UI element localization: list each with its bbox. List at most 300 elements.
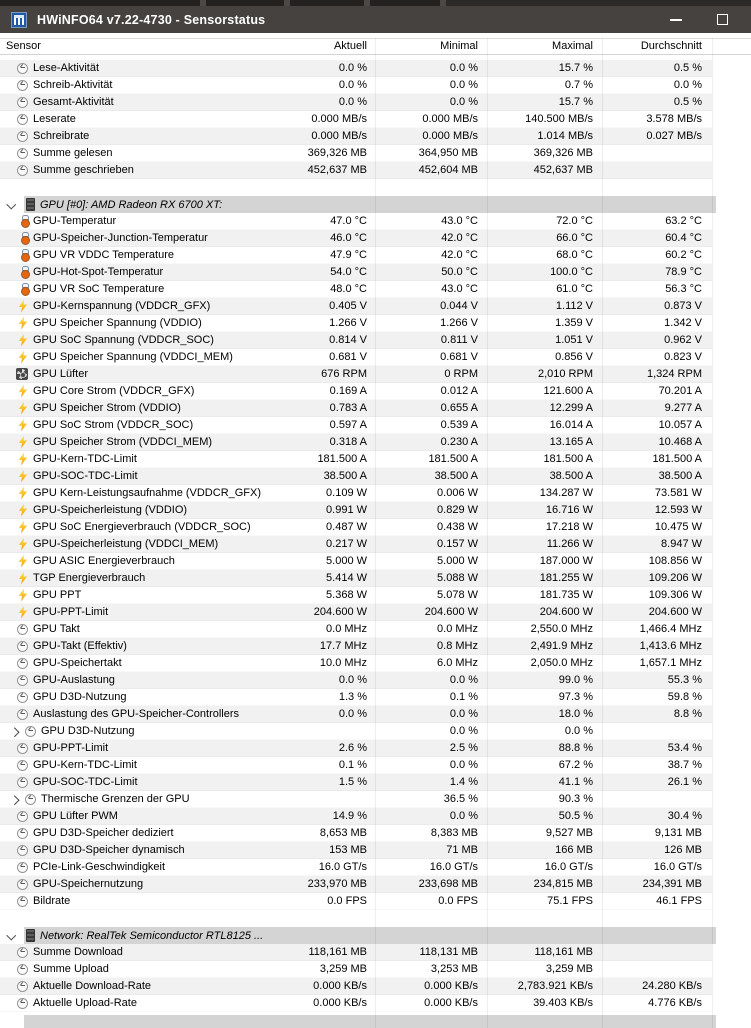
sensor-row[interactable] [0, 400, 712, 417]
value-aktuell: 0.681 V [329, 351, 367, 363]
value-maximal: 121.600 A [543, 385, 593, 397]
value-minimal: 233,698 MB [418, 878, 478, 890]
chevron-down-icon[interactable] [7, 931, 16, 940]
value-minimal: 50.0 °C [441, 266, 478, 278]
value-aktuell: 0.169 A [329, 385, 367, 397]
sensor-row[interactable] [0, 264, 712, 281]
clock-icon [17, 845, 28, 856]
sensor-row[interactable] [0, 298, 712, 315]
sensor-label: Auslastung des GPU-Speicher-Controllers [33, 708, 240, 720]
sensor-row[interactable] [0, 774, 712, 791]
value-durchschnitt: 0.823 V [664, 351, 702, 363]
value-maximal: 61.0 °C [556, 283, 593, 295]
value-maximal: 187.000 W [539, 555, 593, 567]
value-durchschnitt: 126 MB [664, 844, 702, 856]
sensor-row[interactable] [0, 281, 712, 298]
value-aktuell: 17.7 MHz [319, 640, 367, 652]
value-minimal: 16.0 GT/s [429, 861, 478, 873]
sensor-row[interactable] [0, 706, 712, 723]
value-aktuell: 233,970 MB [307, 878, 367, 890]
clock-icon [17, 641, 28, 652]
value-aktuell [255, 723, 375, 739]
value-durchschnitt: 109.306 W [648, 589, 702, 601]
value-aktuell: 5.368 W [326, 589, 367, 601]
value-maximal: 15.7 % [558, 96, 593, 108]
sensor-row[interactable] [0, 434, 712, 451]
clock-icon [25, 726, 36, 737]
value-minimal: 0.000 MB/s [422, 130, 478, 142]
clock-icon [17, 148, 28, 159]
thermometer-icon [20, 283, 28, 295]
sensor-label: Aktuelle Upload-Rate [33, 997, 137, 1009]
value-durchschnitt: 63.2 °C [665, 215, 702, 227]
value-maximal: 41.1 % [558, 776, 593, 788]
value-durchschnitt: 8.8 % [673, 708, 702, 720]
sensor-label: Summe geschrieben [33, 164, 134, 176]
value-minimal: 0.811 V [440, 334, 478, 346]
value-durchschnitt: 1,324 RPM [646, 368, 702, 380]
clock-icon [17, 896, 28, 907]
sensor-label: Summe Upload [33, 963, 109, 975]
value-durchschnitt: 59.8 % [667, 691, 702, 703]
lightning-icon [18, 538, 28, 551]
lightning-icon [18, 300, 28, 313]
value-minimal: 0.539 A [440, 419, 478, 431]
value-maximal: 0.856 V [555, 351, 593, 363]
value-aktuell: 0.000 MB/s [311, 130, 367, 142]
sensor-label: GPU-Auslastung [33, 674, 115, 686]
sensor-label: Summe gelesen [33, 147, 113, 159]
value-minimal: 0.000 MB/s [422, 113, 478, 125]
value-aktuell: 0.000 KB/s [313, 997, 367, 1009]
value-aktuell: 47.9 °C [330, 249, 367, 261]
column-header-sensor[interactable]: Sensor [6, 40, 41, 52]
value-maximal: 16.0 GT/s [544, 861, 593, 873]
value-minimal: 0.438 W [437, 521, 478, 533]
value-minimal: 42.0 °C [441, 232, 478, 244]
sensor-row[interactable] [0, 893, 712, 910]
blank-row [0, 910, 712, 927]
sensor-row[interactable] [0, 247, 712, 264]
value-aktuell: 0.000 MB/s [311, 113, 367, 125]
clock-icon [17, 743, 28, 754]
sensor-label: GPU PPT [33, 589, 82, 601]
sensor-row[interactable] [0, 536, 712, 553]
sensor-label: GPU-Kern-TDC-Limit [33, 453, 137, 465]
value-minimal: 0.0 MHz [437, 623, 478, 635]
sensor-row[interactable] [0, 230, 712, 247]
value-minimal: 42.0 °C [441, 249, 478, 261]
value-minimal: 181.500 A [428, 453, 478, 465]
sensor-row[interactable] [0, 995, 712, 1012]
value-maximal: 12.299 A [549, 402, 593, 414]
clock-icon [17, 624, 28, 635]
value-durchschnitt: 109.206 W [648, 572, 702, 584]
value-durchschnitt: 26.1 % [667, 776, 702, 788]
value-maximal: 1.014 MB/s [537, 130, 593, 142]
value-durchschnitt: 78.9 °C [665, 266, 702, 278]
sensor-row[interactable] [0, 383, 712, 400]
lightning-icon [18, 470, 28, 483]
value-durchschnitt: 12.593 W [654, 504, 702, 516]
value-durchschnitt: 53.4 % [667, 742, 702, 754]
value-minimal: 0.0 % [449, 708, 478, 720]
sensor-row[interactable] [0, 485, 712, 502]
sensor-row[interactable] [0, 655, 712, 672]
value-maximal: 369,326 MB [533, 147, 593, 159]
column-header-aktuell[interactable]: Aktuell [333, 40, 367, 52]
sensor-row[interactable] [0, 621, 712, 638]
value-aktuell: 48.0 °C [330, 283, 367, 295]
value-aktuell: 5.414 W [326, 572, 367, 584]
sensor-row[interactable] [0, 689, 712, 706]
value-durchschnitt: 0.027 MB/s [646, 130, 702, 142]
clock-icon [17, 760, 28, 771]
clock-icon [17, 964, 28, 975]
value-minimal: 0.0 % [449, 810, 478, 822]
value-minimal: 452,604 MB [418, 164, 478, 176]
sensor-label: Aktuelle Download-Rate [33, 980, 152, 992]
value-aktuell: 0.0 % [338, 674, 367, 686]
maximize-button[interactable] [699, 6, 745, 33]
sensor-label: Schreibrate [33, 130, 90, 142]
value-minimal: 5.000 W [437, 555, 478, 567]
sensor-row[interactable] [0, 468, 712, 485]
value-minimal: 204.600 W [424, 606, 478, 618]
sensor-row[interactable] [0, 366, 712, 383]
value-maximal: 181.500 A [543, 453, 593, 465]
value-minimal: 0.655 A [440, 402, 478, 414]
value-minimal: 38.500 A [434, 470, 478, 482]
sensor-row[interactable] [0, 757, 712, 774]
chip-icon [26, 929, 35, 942]
value-durchschnitt: 55.3 % [667, 674, 702, 686]
value-durchschnitt: 38.7 % [667, 759, 702, 771]
sensor-row[interactable] [0, 587, 712, 604]
value-maximal: 97.3 % [558, 691, 593, 703]
value-durchschnitt: 4.776 KB/s [648, 997, 702, 1009]
sensor-label: TGP Energieverbrauch [33, 572, 146, 584]
value-durchschnitt: 1,466.4 MHz [639, 623, 702, 635]
value-maximal: 134.287 W [539, 487, 593, 499]
clock-icon [17, 63, 28, 74]
value-maximal: 166 MB [555, 844, 593, 856]
value-maximal: 0.0 % [564, 725, 593, 737]
sensor-row[interactable] [0, 638, 712, 655]
lightning-icon [18, 334, 28, 347]
sensor-row[interactable] [0, 162, 712, 179]
value-minimal: 3,253 MB [430, 963, 478, 975]
value-maximal: 1.051 V [555, 334, 593, 346]
value-minimal: 71 MB [446, 844, 478, 856]
value-maximal: 1.359 V [555, 317, 593, 329]
clock-icon [17, 811, 28, 822]
sensor-row[interactable] [0, 859, 712, 876]
value-minimal: 0 RPM [444, 368, 478, 380]
value-aktuell: 8,653 MB [319, 827, 367, 839]
sensor-label: Leserate [33, 113, 76, 125]
sensor-row[interactable] [0, 672, 712, 689]
sensor-row[interactable] [0, 60, 712, 77]
sensor-row[interactable] [0, 94, 712, 111]
sensor-label: GPU Kern-Leistungsaufnahme (VDDCR_GFX) [33, 487, 262, 499]
sensor-label: Thermische Grenzen der GPU [41, 793, 190, 805]
sensor-row[interactable] [0, 417, 712, 434]
sensor-row[interactable] [0, 451, 712, 468]
sensor-label: GPU Speicher Spannung (VDDCI_MEM) [33, 351, 233, 363]
value-minimal: 0.000 KB/s [424, 997, 478, 1009]
sensor-row[interactable] [0, 961, 712, 978]
value-maximal: 13.165 A [549, 436, 593, 448]
sensor-row[interactable] [0, 145, 712, 162]
section-title: Network: RealTek Semiconductor RTL8125 ... [40, 929, 264, 942]
sensor-label: GPU D3D-Nutzung [41, 725, 135, 737]
value-aktuell: 0.487 W [326, 521, 367, 533]
value-minimal: 2.5 % [449, 742, 478, 754]
value-maximal: 18.0 % [558, 708, 593, 720]
value-minimal: 0.8 MHz [437, 640, 478, 652]
clock-icon [17, 777, 28, 788]
sensor-label: GPU Speicher Strom (VDDIO) [33, 402, 181, 414]
sensor-row[interactable] [0, 128, 712, 145]
maximize-icon [717, 14, 728, 25]
sensor-label: GPU SoC Spannung (VDDCR_SOC) [33, 334, 214, 346]
value-aktuell: 1.3 % [338, 691, 367, 703]
value-maximal: 0.7 % [564, 79, 593, 91]
value-minimal: 5.078 W [437, 589, 478, 601]
value-maximal: 2,783.921 KB/s [517, 980, 593, 992]
value-maximal: 68.0 °C [556, 249, 593, 261]
value-minimal: 0.0 % [449, 62, 478, 74]
sensor-label: GPU D3D-Speicher dediziert [33, 827, 174, 839]
sensor-row[interactable] [0, 315, 712, 332]
clock-icon [25, 794, 36, 805]
value-minimal: 0.000 KB/s [424, 980, 478, 992]
thermometer-icon [20, 249, 28, 261]
sensor-label: GPU-Speicher-Junction-Temperatur [33, 232, 208, 244]
sensor-row[interactable] [0, 553, 712, 570]
sensor-label: GPU-PPT-Limit [33, 606, 109, 618]
sensor-row[interactable] [0, 791, 712, 808]
section-header-partial[interactable] [0, 1015, 751, 1028]
value-aktuell: 0.991 W [326, 504, 367, 516]
value-minimal: 43.0 °C [441, 215, 478, 227]
column-header-minimal[interactable]: Minimal [440, 40, 478, 52]
sensor-row[interactable] [0, 332, 712, 349]
sensor-label: GPU D3D-Nutzung [33, 691, 127, 703]
sensor-label: GPU-Kernspannung (VDDCR_GFX) [33, 300, 211, 312]
value-maximal: 9,527 MB [545, 827, 593, 839]
value-maximal: 100.0 °C [550, 266, 593, 278]
value-maximal: 181.735 W [539, 589, 593, 601]
value-maximal: 72.0 °C [556, 215, 593, 227]
value-durchschnitt: 46.1 FPS [656, 895, 702, 907]
sensor-row[interactable] [0, 842, 712, 859]
sensor-row[interactable] [0, 213, 712, 230]
value-aktuell: 1.5 % [338, 776, 367, 788]
sensor-label: Gesamt-Aktivität [33, 96, 114, 108]
value-minimal: 1.266 V [440, 317, 478, 329]
titlebar [0, 6, 751, 33]
value-minimal: 0.681 V [440, 351, 478, 363]
section-band [24, 196, 716, 213]
sensor-row[interactable] [0, 825, 712, 842]
sensor-row[interactable] [0, 111, 712, 128]
value-aktuell: 0.0 % [338, 62, 367, 74]
value-durchschnitt: 9,131 MB [654, 827, 702, 839]
value-minimal: 118,131 MB [419, 946, 478, 958]
value-minimal: 0.044 V [440, 300, 478, 312]
value-maximal: 50.5 % [558, 810, 593, 822]
value-aktuell: 38.500 A [323, 470, 367, 482]
value-aktuell: 118,161 MB [308, 946, 367, 958]
value-aktuell: 46.0 °C [330, 232, 367, 244]
clock-icon [17, 981, 28, 992]
value-durchschnitt: 0.5 % [673, 96, 702, 108]
sensor-row[interactable] [0, 978, 712, 995]
thermometer-icon [20, 232, 28, 244]
value-maximal: 17.218 W [545, 521, 593, 533]
value-minimal: 0.157 W [437, 538, 478, 550]
column-header-maximal[interactable]: Maximal [552, 40, 593, 52]
lightning-icon [18, 487, 28, 500]
value-aktuell: 0.318 A [329, 436, 367, 448]
fan-icon [16, 368, 28, 380]
value-minimal: 5.088 W [437, 572, 478, 584]
value-maximal: 234,815 MB [533, 878, 593, 890]
lightning-icon [18, 436, 28, 449]
value-durchschnitt: 30.4 % [667, 810, 702, 822]
value-maximal: 16.014 A [549, 419, 593, 431]
sensor-label: GPU-PPT-Limit [33, 742, 109, 754]
value-aktuell: 14.9 % [332, 810, 367, 822]
sensor-row[interactable] [0, 944, 712, 961]
value-aktuell: 369,326 MB [307, 147, 367, 159]
value-aktuell: 10.0 MHz [319, 657, 367, 669]
thermometer-icon [20, 266, 28, 278]
value-minimal: 1.4 % [449, 776, 478, 788]
sensor-row[interactable] [0, 604, 712, 621]
value-maximal: 2,550.0 MHz [530, 623, 593, 635]
value-durchschnitt [602, 162, 712, 178]
window-title: HWiNFO64 v7.22-4730 - Sensorstatus [37, 12, 266, 27]
value-minimal: 36.5 % [443, 793, 478, 805]
value-durchschnitt: 0.5 % [673, 62, 702, 74]
value-durchschnitt: 70.201 A [658, 385, 702, 397]
lightning-icon [18, 589, 28, 602]
sensor-row[interactable] [0, 502, 712, 519]
sensor-row[interactable] [0, 740, 712, 757]
sensor-label: GPU-Speichertakt [33, 657, 122, 669]
chevron-right-icon[interactable] [10, 795, 19, 804]
value-durchschnitt [602, 944, 712, 960]
section-header-network[interactable] [0, 927, 712, 944]
clock-icon [17, 131, 28, 142]
minimize-button[interactable] [653, 6, 699, 33]
value-maximal: 66.0 °C [556, 232, 593, 244]
lightning-icon [18, 453, 28, 466]
value-minimal: 0.0 % [449, 96, 478, 108]
sensor-row[interactable] [0, 876, 712, 893]
minimize-icon [670, 19, 682, 21]
sensor-label: GPU Speicher Spannung (VDDIO) [33, 317, 202, 329]
clock-icon [17, 709, 28, 720]
sensor-label: GPU-Speicherleistung (VDDIO) [33, 504, 188, 516]
lightning-icon [18, 351, 28, 364]
value-maximal: 39.403 KB/s [533, 997, 593, 1009]
value-durchschnitt: 56.3 °C [665, 283, 702, 295]
sensor-row[interactable] [0, 808, 712, 825]
section-header-gpu[interactable] [0, 196, 712, 213]
value-durchschnitt: 10.475 W [654, 521, 702, 533]
value-minimal: 0.0 % [449, 725, 478, 737]
sensor-row[interactable] [0, 77, 712, 94]
sensor-row[interactable] [0, 723, 712, 740]
sensor-row[interactable] [0, 349, 712, 366]
value-maximal: 38.500 A [549, 470, 593, 482]
value-minimal: 0.230 A [440, 436, 478, 448]
clock-icon [17, 97, 28, 108]
value-minimal: 0.012 A [440, 385, 478, 397]
chip-icon [26, 198, 35, 211]
sensor-label: GPU VR VDDC Temperature [33, 249, 175, 261]
value-maximal: 15.7 % [558, 62, 593, 74]
value-minimal: 364,950 MB [418, 147, 478, 159]
sensor-label: Bildrate [33, 895, 71, 907]
value-durchschnitt: 10.468 A [658, 436, 702, 448]
column-header-durchschnitt[interactable]: Durchschnitt [640, 40, 702, 52]
value-minimal: 0.0 % [449, 674, 478, 686]
lightning-icon [18, 606, 28, 619]
value-minimal: 0.829 W [437, 504, 478, 516]
value-durchschnitt: 9.277 A [664, 402, 702, 414]
sensor-label: GPU-SOC-TDC-Limit [33, 470, 138, 482]
value-aktuell: 0.597 A [329, 419, 367, 431]
value-maximal: 88.8 % [558, 742, 593, 754]
value-durchschnitt: 1.342 V [664, 317, 702, 329]
value-minimal: 0.0 FPS [438, 895, 478, 907]
sensor-label: GPU-Speicherleistung (VDDCI_MEM) [33, 538, 219, 550]
chevron-right-icon[interactable] [10, 727, 19, 736]
value-minimal: 6.0 MHz [437, 657, 478, 669]
value-durchschnitt: 24.280 KB/s [642, 980, 702, 992]
chevron-down-icon[interactable] [7, 200, 16, 209]
value-aktuell: 5.000 W [326, 555, 367, 567]
lightning-icon [18, 572, 28, 585]
value-minimal: 0.006 W [437, 487, 478, 499]
value-maximal: 2,050.0 MHz [530, 657, 593, 669]
value-durchschnitt [602, 791, 712, 807]
sensor-label: PCIe-Link-Geschwindigkeit [33, 861, 166, 873]
sensor-label: GPU Lüfter PWM [33, 810, 118, 822]
sensor-label: GPU Speicher Strom (VDDCI_MEM) [33, 436, 213, 448]
sensor-row[interactable] [0, 519, 712, 536]
value-aktuell: 0.000 KB/s [313, 980, 367, 992]
value-durchschnitt [602, 145, 712, 161]
sensor-label: GPU VR SoC Temperature [33, 283, 165, 295]
value-maximal: 75.1 FPS [547, 895, 593, 907]
sensor-label: GPU D3D-Speicher dynamisch [33, 844, 185, 856]
value-durchschnitt: 234,391 MB [642, 878, 702, 890]
clock-icon [17, 947, 28, 958]
sensor-row[interactable] [0, 570, 712, 587]
thermometer-icon [20, 215, 28, 227]
value-aktuell: 0.1 % [338, 759, 367, 771]
clock-icon [17, 692, 28, 703]
value-durchschnitt: 60.2 °C [665, 249, 702, 261]
blank-row [0, 179, 712, 196]
value-durchschnitt: 0.962 V [664, 334, 702, 346]
